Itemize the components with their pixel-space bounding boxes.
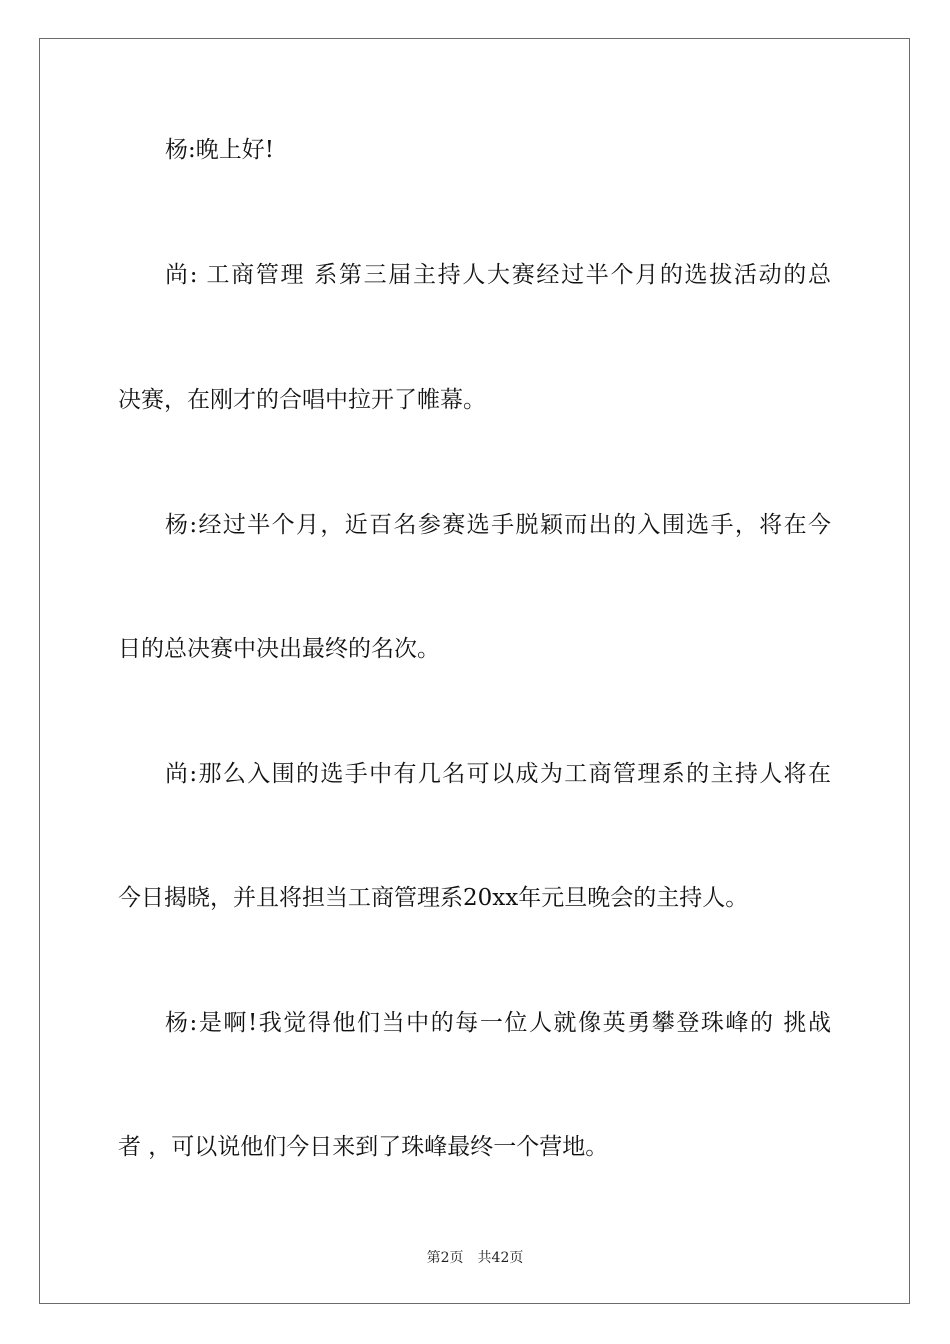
page-number: 第2页 <box>426 1250 464 1266</box>
paragraph-3-line-2: 日的总决赛中决出最终的名次。 <box>118 636 440 662</box>
paragraph-5-line-2: 者 ，可以说他们今日来到了珠峰最终一个营地。 <box>118 1134 609 1160</box>
paragraph-1-line-1: 杨:晚上好! <box>165 137 274 163</box>
paragraph-3-line-1: 杨:经过半个月，近百名参赛选手脱颖而出的入围选手，将在今 <box>165 512 831 538</box>
paragraph-2-line-1: 尚: 工商管理 系第三届主持人大赛经过半个月的选拔活动的总 <box>165 262 831 288</box>
page-border <box>39 38 910 1304</box>
paragraph-4-line-2: 今日揭晓，并且将担当工商管理系20xx年元旦晚会的主持人。 <box>118 885 749 911</box>
paragraph-4-line-1: 尚:那么入围的选手中有几名可以成为工商管理系的主持人将在 <box>165 761 831 787</box>
page-total: 共42页 <box>477 1250 524 1266</box>
paragraph-5-line-1: 杨:是啊!我觉得他们当中的每一位人就像英勇攀登珠峰的 挑战 <box>165 1010 831 1036</box>
page-footer <box>0 1247 950 1267</box>
paragraph-2-line-2: 决赛，在刚才的合唱中拉开了帷幕。 <box>118 387 486 413</box>
